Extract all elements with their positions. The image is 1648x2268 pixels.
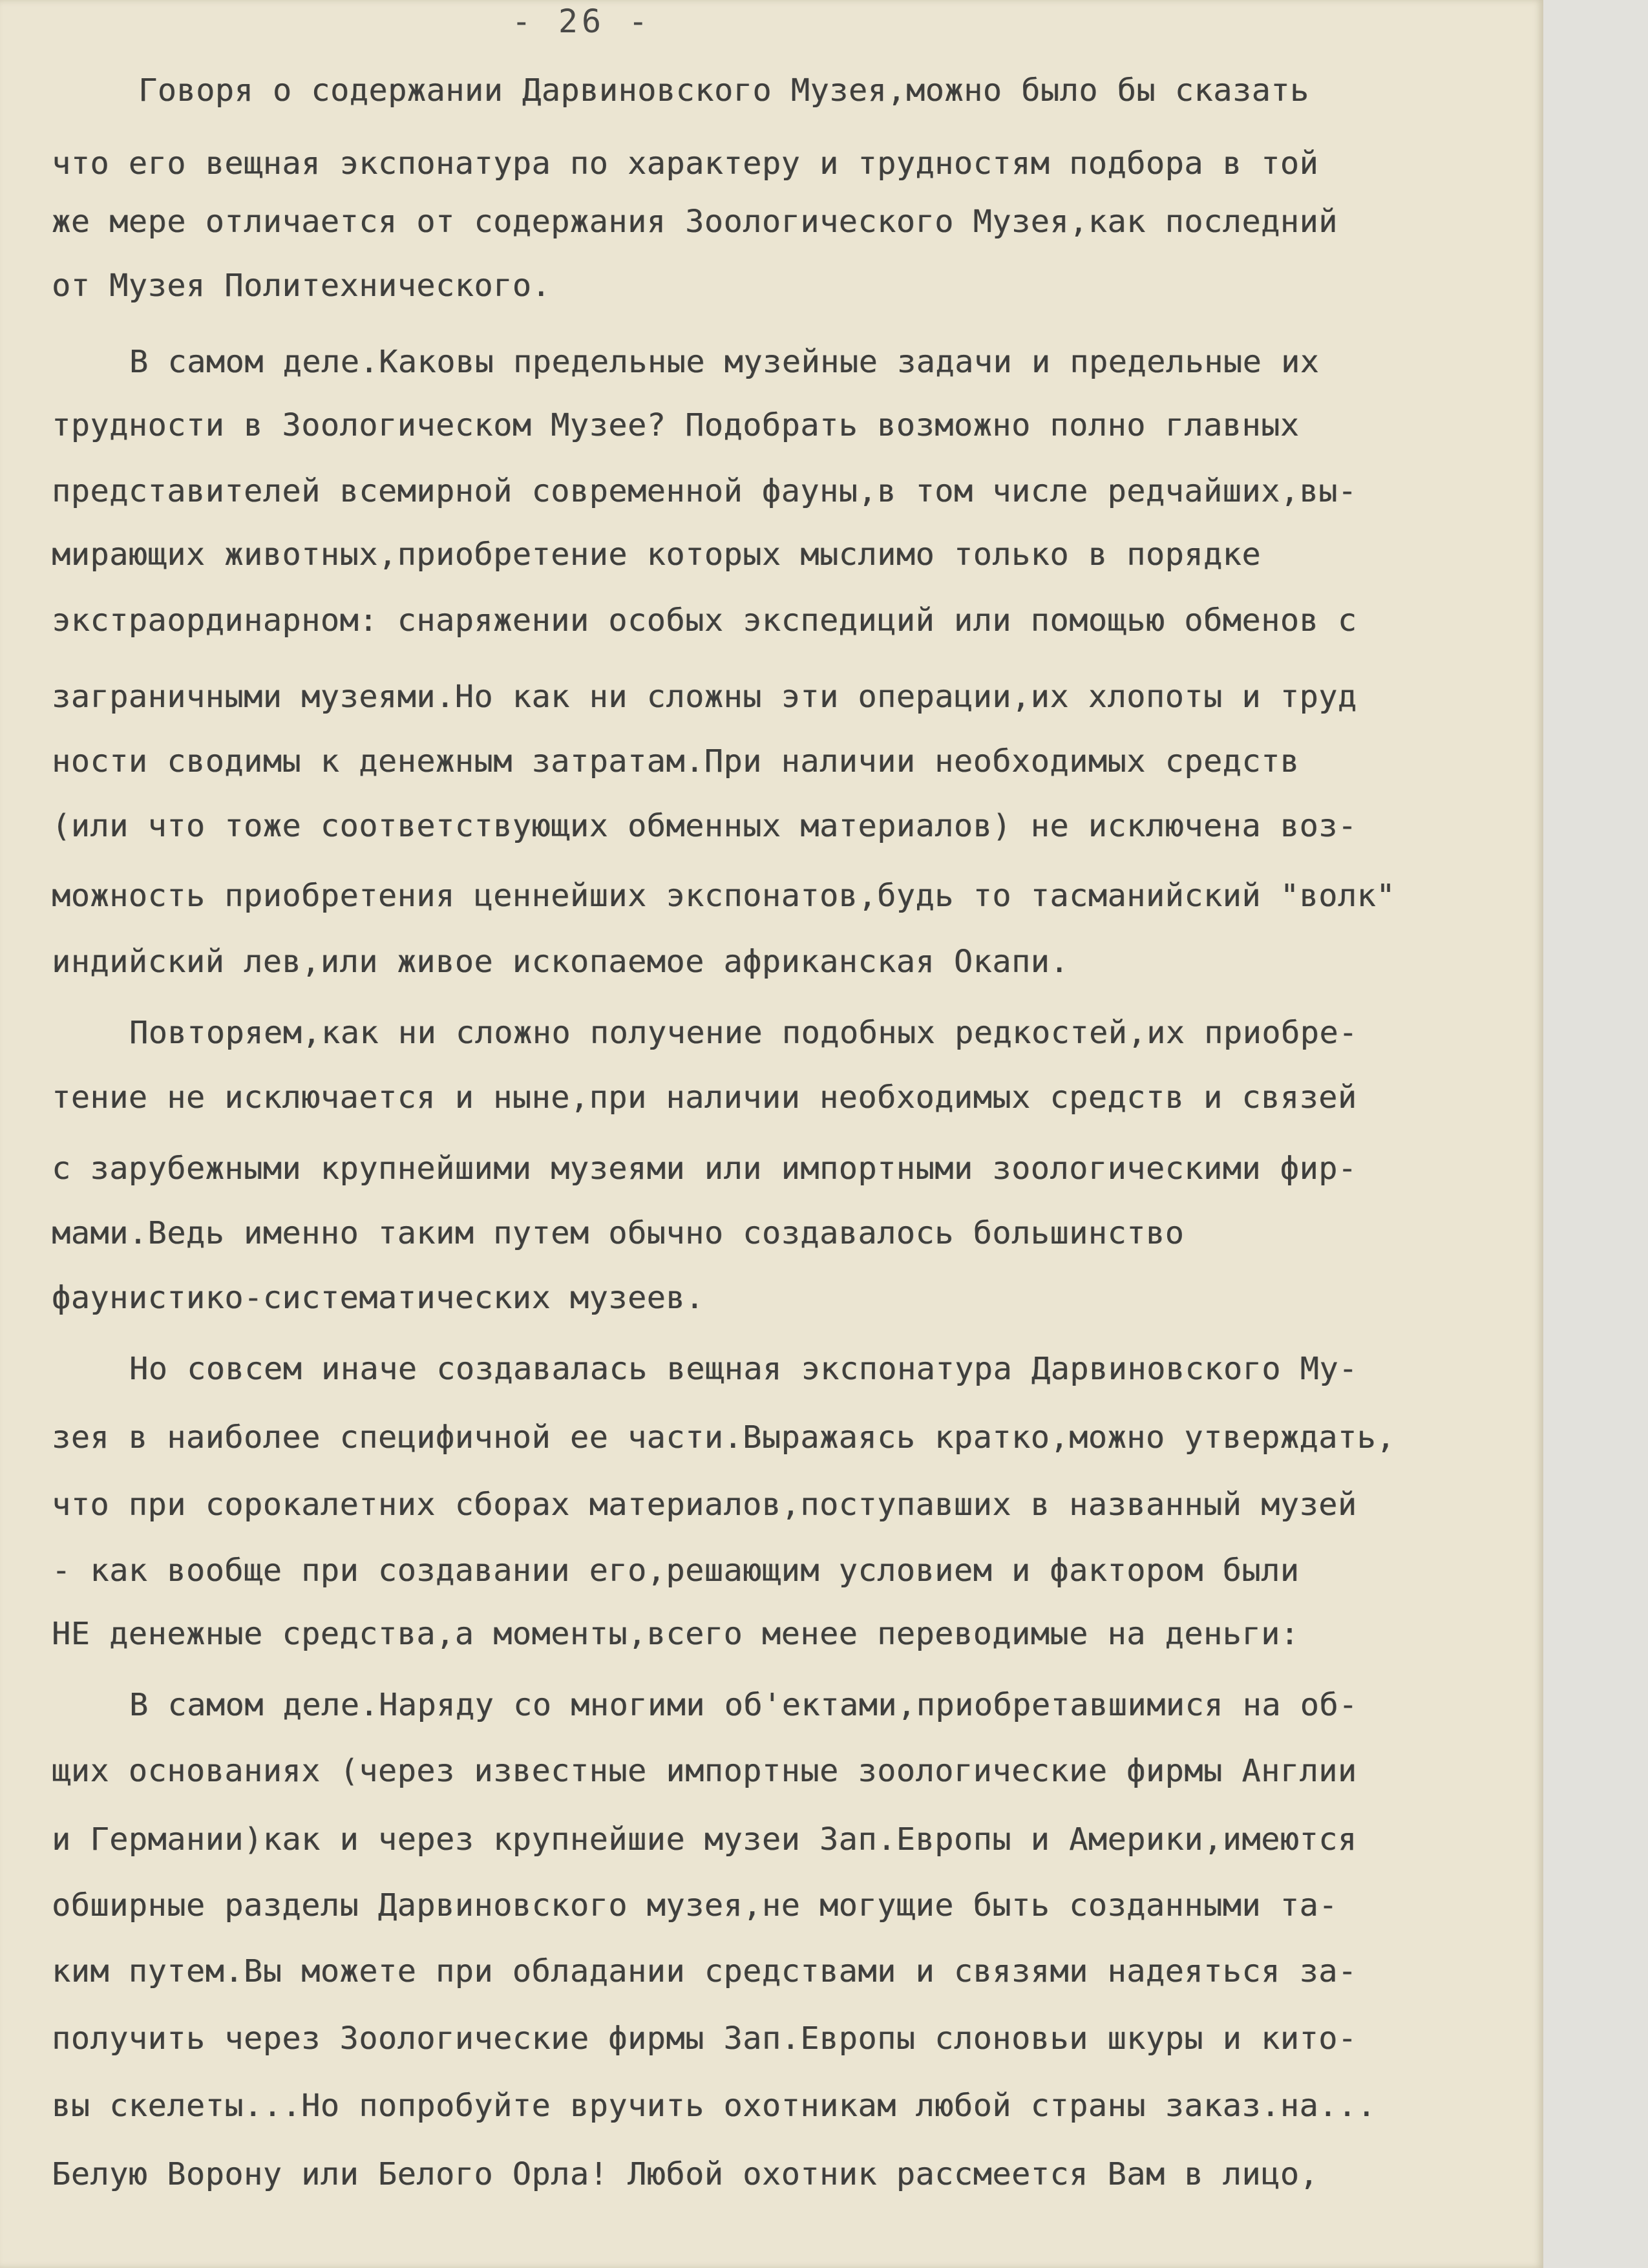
text-line: Повторяем,как ни сложно получение подобных редкостей,их приобре- xyxy=(129,1015,1358,1051)
text-line: ности сводимы к денежным затратам.При наличии необходимых средств xyxy=(52,743,1300,779)
text-line: мирающих животных,приобретение которых мыслимо только в порядке xyxy=(52,536,1262,573)
text-line: щих основаниях (через известные импортные зоологические фирмы Англии xyxy=(52,1753,1357,1789)
text-line: (или что тоже соответствующих обменных материалов) не исключена воз- xyxy=(52,808,1357,844)
text-line: В самом деле.Наряду со многими об'ектами,приобретавшимися на об- xyxy=(129,1687,1358,1723)
text-line: В самом деле.Каковы предельные музейные задачи и предельные их xyxy=(129,344,1320,380)
text-line: Говоря о содержании Дарвиновского Музея,можно было бы сказать xyxy=(138,72,1309,109)
text-line: что его вещная экспонатура по характеру и трудностям подбора в той xyxy=(52,145,1319,182)
text-line: НЕ денежные средства,а моменты,всего менее переводимые на деньги: xyxy=(52,1616,1300,1652)
text-line: Но совсем иначе создавалась вещная экспонатура Дарвиновского Му- xyxy=(129,1351,1358,1387)
text-line: заграничными музеями.Но как ни сложны эти операции,их хлопоты и труд xyxy=(52,679,1357,715)
text-line: с зарубежными крупнейшими музеями или импортными зоологическими фир- xyxy=(52,1150,1357,1187)
text-line: же мере отличается от содержания Зоологического Музея,как последний xyxy=(52,204,1338,240)
text-line: ким путем.Вы можете при обладании средствами и связями надеяться за- xyxy=(52,1953,1357,1989)
text-line: зея в наиболее специфичной ее части.Выражаясь кратко,можно утверждать, xyxy=(52,1419,1395,1456)
text-line: от Музея Политехнического. xyxy=(52,268,551,304)
scan-margin xyxy=(1543,0,1648,2268)
text-line: и Германии)как и через крупнейшие музеи Зап.Европы и Америки,имеются xyxy=(52,1821,1357,1858)
text-line: вы скелеты...Но попробуйте вручить охотникам любой страны заказ.на... xyxy=(52,2088,1377,2124)
text-line: представителей всемирной современной фауны,в том числе редчайших,вы- xyxy=(52,473,1357,509)
text-line: фаунистико-систематических музеев. xyxy=(52,1280,704,1316)
text-line: Белую Ворону или Белого Орла! Любой охотник рассмеется Вам в лицо, xyxy=(52,2156,1319,2192)
text-line: можность приобретения ценнейших экспонатов,будь то тасманийский "волк" xyxy=(52,878,1395,914)
text-line: - как вообще при создавании его,решающим условием и фактором были xyxy=(52,1553,1300,1589)
text-line: экстраординарном: снаряжении особых экспедиций или помощью обменов с xyxy=(52,602,1357,639)
text-line: тение не исключается и ныне,при наличии необходимых средств и связей xyxy=(52,1079,1357,1116)
text-line: получить через Зоологические фирмы Зап.Европы слоновьи шкуры и кито- xyxy=(52,2020,1357,2057)
text-line: мами.Ведь именно таким путем обычно создавалось большинство xyxy=(52,1215,1185,1251)
text-line: что при сорокалетних сборах материалов,поступавших в названный музей xyxy=(52,1487,1357,1523)
text-line: индийский лев,или живое ископаемое африканская Окапи. xyxy=(52,944,1070,980)
page-number: - 26 - xyxy=(511,3,652,40)
text-line: трудности в Зоологическом Музее? Подобрать возможно полно главных xyxy=(52,407,1300,443)
text-line: обширные разделы Дарвиновского музея,не могущие быть созданными та- xyxy=(52,1887,1338,1924)
